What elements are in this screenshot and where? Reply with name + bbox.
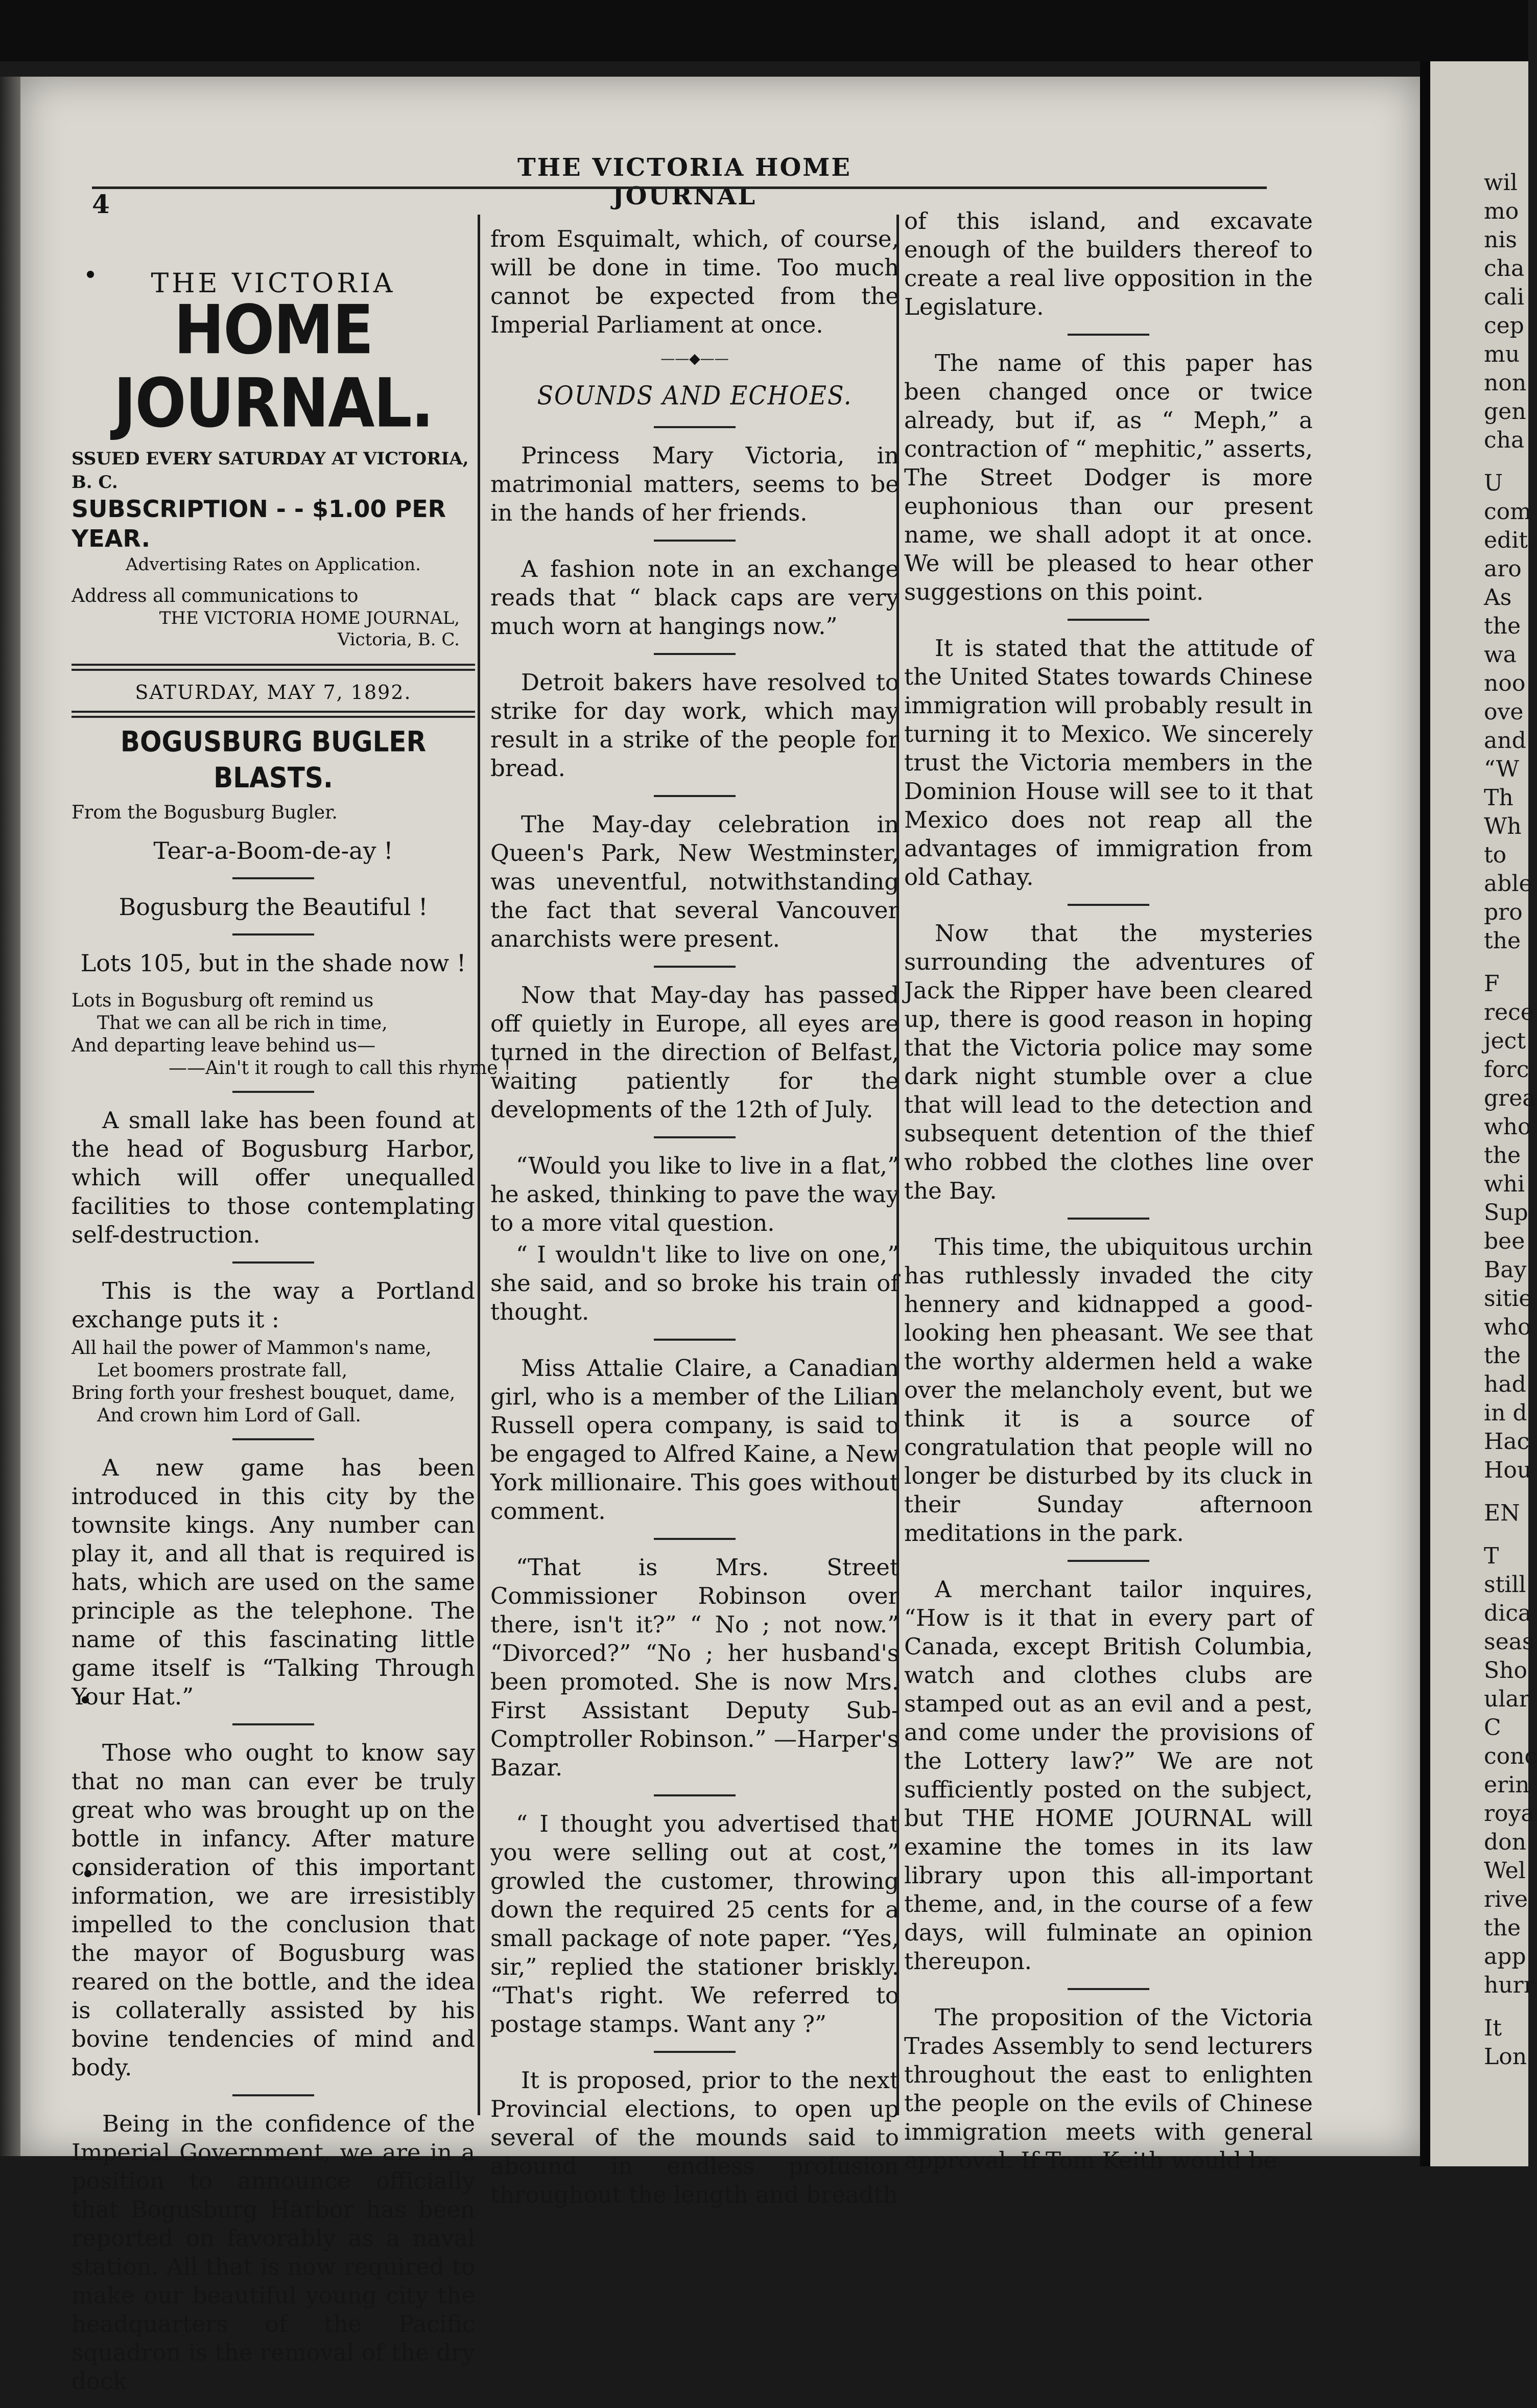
- adjacent-line-gap: [1484, 2000, 1528, 2014]
- column-rule-1: [478, 215, 480, 2115]
- running-head: THE VICTORIA HOME JOURNAL: [517, 153, 852, 211]
- masthead-the: THE VICTORIA: [151, 268, 396, 299]
- item-separator: [654, 2051, 736, 2053]
- adjacent-line-fragment: Bay: [1484, 1257, 1527, 1283]
- item-paragraph: This time, the ubiquitous urchin has ruthlessly invaded the city hennery and kidnapped a good-looking hen pheasant. We see that the worthy aldermen held a wake over the melancholy event, but we think it is a source of congratulation that people will no longer be disturbed by its cluck in their Sunday afternoon meditations in the park.: [904, 1233, 1313, 1547]
- adjacent-line-fragment: Sho: [1484, 1657, 1527, 1684]
- adjacent-line-fragment: ove: [1484, 699, 1524, 725]
- item-separator: [232, 1261, 314, 1264]
- adjacent-line-fragment: seas: [1484, 1629, 1534, 1655]
- item-separator: [1068, 1560, 1149, 1562]
- adjacent-line-fragment: had: [1484, 1371, 1526, 1397]
- item-paragraph: “ I wouldn't like to live on one,” she said, and so broke his train of thought.: [490, 1241, 899, 1325]
- item-separator: [654, 1136, 736, 1138]
- item-paragraph: “ I thought you advertised that you were selling out at cost,” growled the customer, throwing down the required 25 cents for a small package of note paper. “Yes, sir,” replied the stationer briskly. “That's right. We referred to postage stamps. Want any ?”: [490, 1810, 899, 2038]
- item-paragraph: Being in the confidence of the Imperial Government, we are in a position to announce officially that Bogusburg Harbor has been reported on favorably as a naval station. All that is now required to make our beautiful young city the headquarters of the Pacific squadron is the removal of the dry dock: [72, 2110, 475, 2395]
- adjacent-line-fragment: As: [1484, 585, 1512, 611]
- dateline-rule: [72, 711, 475, 718]
- adjacent-line-fragment: grea: [1484, 1085, 1536, 1111]
- adjacent-line-fragment: non: [1484, 370, 1527, 396]
- item-paragraph: Those who ought to know say that no man can ever be truly great who was brought up on the bottle in infancy. After mature consideration of this important information, we are irresistibly impelled to the conclusion that the mayor of Bogusburg was reared on the bottle, and the idea is collaterally assisted by his bovine tendencies of mind and body.: [72, 1739, 475, 2081]
- adjacent-line-fragment: EN: [1484, 1500, 1520, 1526]
- adjacent-line-fragment: Wh: [1484, 813, 1522, 839]
- adjacent-line-fragment: rece: [1484, 999, 1534, 1025]
- verse-block: [72, 1337, 475, 1427]
- adjacent-line-fragment: T: [1484, 1543, 1499, 1569]
- adjacent-line-gap: [1484, 955, 1528, 970]
- adjacent-line-fragment: to: [1484, 842, 1507, 868]
- adjacent-line-gap: [1484, 455, 1528, 469]
- item-paragraph: Bogusburg the Beautiful !: [119, 893, 428, 921]
- adjacent-line-fragment: in d: [1484, 1400, 1527, 1426]
- item-paragraph: The proposition of the Victoria Trades Assembly to send lecturers throughout the east to enlighten the people on the evils of Chinese immigration meets with general approval. If Tom Keith would be: [904, 2004, 1313, 2174]
- verse-line: Let boomers prostrate fall,: [97, 1360, 348, 1381]
- item-paragraph: The name of this paper has been changed once or twice already, but if, as “ Meph,” a contraction of “ mephitic,” asserts, The Street Dodger is more euphonious than our present name, we shall adopt it at once. We will be pleased to hear other suggestions on this point.: [904, 349, 1313, 605]
- adjacent-line-fragment: the: [1484, 1142, 1521, 1168]
- adjacent-line-fragment: C: [1484, 1715, 1501, 1741]
- adjacent-line-fragment: Lon: [1484, 2044, 1527, 2070]
- item-separator: [654, 653, 736, 655]
- verse-line: That we can all be rich in time,: [97, 1013, 388, 1034]
- item-separator: [232, 933, 314, 936]
- item-paragraph: Now that the mysteries surrounding the adventures of Jack the Ripper have been cleared up, there is good reason in hoping that the Victoria police may some dark night stumble over a clue that will lead to the detection and subsequent detention of the thief who robbed the clothes line over the Bay.: [904, 920, 1313, 1204]
- adjacent-line-fragment: Hac: [1484, 1429, 1530, 1455]
- adjacent-line-fragment: still: [1484, 1572, 1526, 1598]
- page-number: 4: [92, 189, 110, 219]
- adjacent-line-fragment: who: [1484, 1314, 1531, 1340]
- item-separator: [1068, 1218, 1149, 1220]
- dateline: SATURDAY, MAY 7, 1892.: [135, 681, 412, 704]
- adjacent-line-fragment: sitie: [1484, 1285, 1532, 1312]
- item-separator: [654, 1538, 736, 1540]
- adjacent-line-fragment: the: [1484, 1915, 1521, 1941]
- adjacent-line-fragment: conc: [1484, 1743, 1537, 1769]
- item-paragraph: This is the way a Portland exchange puts it :: [72, 1277, 475, 1333]
- item-paragraph: Miss Attalie Claire, a Canadian girl, who is a member of the Lilian Russell opera company, is said to be engaged to Alfred Kaine, a New York millionaire. This goes without comment.: [490, 1354, 899, 1525]
- item-separator: [1068, 334, 1149, 336]
- adjacent-line-fragment: It: [1484, 2015, 1502, 2041]
- adjacent-line-fragment: “W: [1484, 756, 1519, 782]
- adjacent-line-fragment: roya: [1484, 1801, 1534, 1827]
- item-separator: [232, 1438, 314, 1440]
- adjacent-line-fragment: Wel: [1484, 1858, 1526, 1884]
- head-rule: [92, 186, 1267, 189]
- adjacent-line-fragment: edit: [1484, 527, 1528, 553]
- adjacent-line-fragment: mu: [1484, 341, 1520, 367]
- item-paragraph: A merchant tailor inquires, “How is it that in every part of Canada, except British Columbia, watch and clothes clubs are stamped out as an evil and a pest, and come under the provisions of the Lottery law?” We are not sufficiently posted on the subject, but THE HOME JOURNAL will examine the tomes in its law library upon this all-important theme, and, in the course of a few days, will fulminate an opinion thereupon.: [904, 1576, 1313, 1975]
- verse-line: Bring forth your freshest bouquet, dame,: [72, 1383, 456, 1404]
- adjacent-page-text: [1484, 169, 1537, 2071]
- adjacent-line-fragment: cha: [1484, 255, 1525, 282]
- item-separator: [654, 540, 736, 542]
- adjacent-line-fragment: wil: [1484, 170, 1518, 196]
- column-2: [490, 225, 899, 2222]
- item-paragraph: “Would you like to live in a flat,” he asked, thinking to pave the way to a more vital question.: [490, 1152, 899, 1236]
- adjacent-line-fragment: the: [1484, 613, 1521, 639]
- item-separator: [232, 1091, 314, 1093]
- verse-line: All hail the power of Mammon's name,: [72, 1338, 432, 1359]
- adjacent-line-fragment: wa: [1484, 642, 1517, 668]
- adjacent-line-fragment: cha: [1484, 427, 1525, 453]
- adjacent-line-fragment: rive: [1484, 1886, 1528, 1912]
- item-separator: [654, 426, 736, 428]
- adjacent-line-fragment: ject: [1484, 1028, 1526, 1054]
- section-title-sounds: SOUNDS AND ECHOES.: [537, 380, 853, 411]
- item-separator: [232, 877, 314, 879]
- masthead-address-name: THE VICTORIA HOME JOURNAL,: [159, 608, 460, 628]
- adjacent-line-fragment: ular: [1484, 1686, 1530, 1712]
- verse-line: ——Ain't it rough to call this rhyme !: [169, 1058, 511, 1079]
- item-paragraph: A fashion note in an exchange reads that “ black caps are very much worn at hangings now.”: [490, 555, 899, 640]
- masthead-rates: Advertising Rates on Application.: [126, 554, 421, 575]
- column-3: [904, 207, 1313, 2187]
- adjacent-line-fragment: able: [1484, 871, 1532, 897]
- scan-border-top: [0, 0, 1528, 61]
- adjacent-line-fragment: Th: [1484, 785, 1514, 811]
- adjacent-line-fragment: hurr: [1484, 1972, 1534, 1998]
- item-separator: [1068, 619, 1149, 621]
- adjacent-line-fragment: whi: [1484, 1171, 1525, 1197]
- adjacent-line-fragment: nis: [1484, 227, 1517, 253]
- adjacent-line-fragment: app: [1484, 1944, 1526, 1970]
- adjacent-line-fragment: F: [1484, 971, 1500, 997]
- item-paragraph: It is proposed, prior to the next Provincial elections, to open up several of the mounds said to abound in endless profusion throughout the length and breadth: [490, 2067, 899, 2208]
- adjacent-line-fragment: noo: [1484, 670, 1526, 696]
- adjacent-line-gap: [1484, 1485, 1528, 1499]
- item-separator: [232, 1723, 314, 1725]
- adjacent-line-fragment: dica: [1484, 1600, 1532, 1626]
- masthead-address-intro: Address all communications to: [72, 586, 359, 606]
- adjacent-line-fragment: Hou: [1484, 1457, 1532, 1483]
- adjacent-line-fragment: the: [1484, 928, 1521, 954]
- adjacent-line-fragment: don: [1484, 1829, 1526, 1855]
- item-paragraph: of this island, and excavate enough of the builders thereof to create a real live opposition in the Legislature.: [904, 207, 1313, 320]
- adjacent-line-fragment: forc: [1484, 1057, 1529, 1083]
- item-separator: [232, 2094, 314, 2096]
- item-paragraph: from Esquimalt, which, of course, will be done in time. Too much cannot be expected from the Imperial Parliament at once.: [490, 225, 899, 338]
- ornamental-separator: ——◆——: [660, 350, 729, 367]
- adjacent-line-gap: [1484, 1528, 1528, 1542]
- adjacent-line-fragment: the: [1484, 1343, 1521, 1369]
- masthead-subscription: SUBSCRIPTION - - $1.00 PER YEAR.: [72, 495, 446, 552]
- item-paragraph: Tear-a-Boom-de-ay !: [153, 837, 393, 864]
- item-separator: [654, 1794, 736, 1796]
- adjacent-line-fragment: mo: [1484, 198, 1519, 224]
- masthead-double-rule: [72, 664, 475, 671]
- adjacent-line-fragment: gen: [1484, 399, 1526, 425]
- adjacent-line-fragment: aro: [1484, 556, 1522, 582]
- adjacent-line-fragment: cep: [1484, 313, 1524, 339]
- adjacent-line-fragment: cali: [1484, 284, 1525, 310]
- adjacent-line-fragment: com: [1484, 499, 1531, 525]
- adjacent-line-fragment: bee: [1484, 1228, 1525, 1254]
- item-paragraph: Now that May-day has passed off quietly in Europe, all eyes are turned in the direction of Belfast, waiting patiently for the developments of the 12th of July.: [490, 981, 899, 1123]
- item-separator: [1068, 1988, 1149, 1990]
- item-paragraph: Detroit bakers have resolved to strike for day work, which may result in a strike of the people for bread.: [490, 669, 899, 782]
- masthead-issued: SSUED EVERY SATURDAY AT VICTORIA, B. C.: [72, 449, 469, 493]
- item-paragraph: The May-day celebration in Queen's Park, New Westminster, was uneventful, notwithstanding the fact that several Vancouver anarchists were present.: [490, 811, 899, 952]
- adjacent-line-fragment: Sup: [1484, 1200, 1528, 1226]
- item-separator: [654, 966, 736, 968]
- item-separator: [654, 1339, 736, 1341]
- adjacent-line-fragment: pro: [1484, 899, 1523, 925]
- column-1: [72, 220, 511, 2408]
- verse-line: And departing leave behind us—: [72, 1035, 376, 1056]
- item-paragraph: “That is Mrs. Street Commissioner Robinson over there, isn't it?” “ No ; not now.” “Divorced?” “No ; her husband's been promoted. She is now Mrs. First Assistant Deputy Sub-Comptroller Robinson.” —Harper's Bazar.: [490, 1554, 899, 1781]
- adjacent-line-fragment: and: [1484, 728, 1526, 754]
- item-paragraph: Lots 105, but in the shade now !: [80, 949, 466, 977]
- item-paragraph: A small lake has been found at the head of Bogusburg Harbor, which will offer unequalled facilities to those contemplating self-destruction.: [72, 1107, 475, 1248]
- verse-line: And crown him Lord of Gall.: [97, 1405, 361, 1426]
- verse-line: Lots in Bogusburg oft remind us: [72, 990, 374, 1011]
- item-source: From the Bogusburg Bugler.: [72, 802, 338, 823]
- adjacent-line-fragment: erin: [1484, 1772, 1530, 1798]
- adjacent-line-fragment: who: [1484, 1114, 1531, 1140]
- item-paragraph: Princess Mary Victoria, in matrimonial matters, seems to be in the hands of her friends.: [490, 442, 899, 526]
- item-separator: [654, 795, 736, 797]
- item-paragraph: It is stated that the attitude of the United States towards Chinese immigration will probably result in turning it to Mexico. We sincerely trust the Victoria members in the Dominion House will see to it that Mexico does not reap all the advantages of immigration from old Cathay.: [904, 635, 1313, 891]
- verse-block: [72, 990, 511, 1080]
- section-title-bugler: BOGUSBURG BUGLER BLASTS.: [120, 725, 427, 794]
- masthead-title: HOME JOURNAL.: [113, 290, 433, 442]
- adjacent-line-fragment: U: [1484, 470, 1503, 496]
- item-paragraph: A new game has been introduced in this city by the townsite kings. Any number can play it, and all that is required is hats, which are used on the same principle as the telephone. The name of this fascinating little game itself is “Talking Through Your Hat.”: [72, 1454, 475, 1710]
- item-separator: [1068, 904, 1149, 906]
- masthead-address-city: Victoria, B. C.: [337, 629, 460, 650]
